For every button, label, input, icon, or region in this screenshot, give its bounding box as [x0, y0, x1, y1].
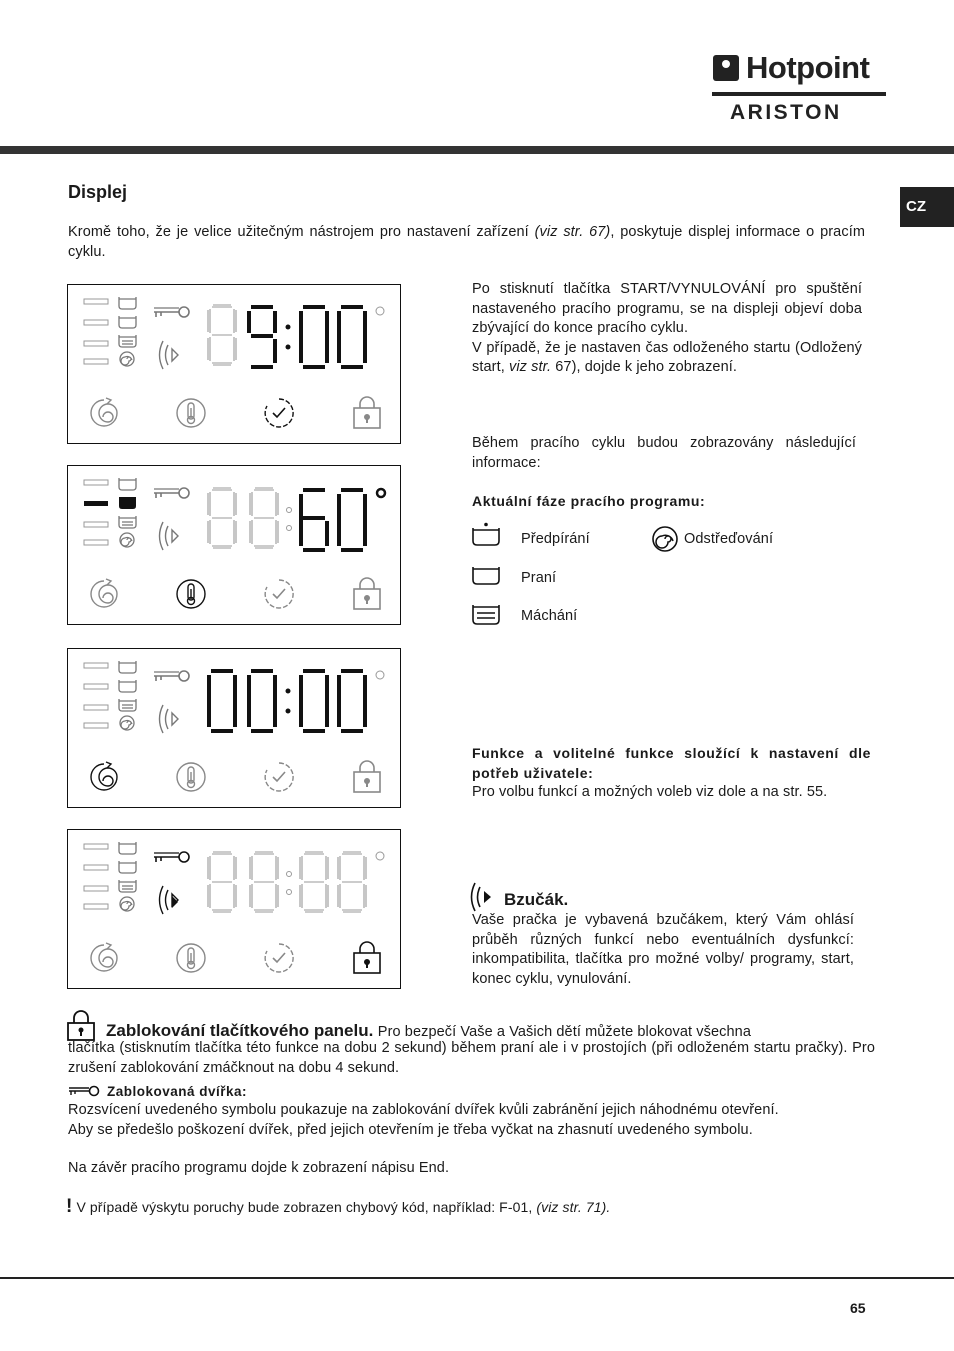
error-text: V případě výskytu poruchy bude zobrazen chybový kód, například: F-01,: [76, 1199, 537, 1215]
intro-paragraph: [68, 223, 865, 262]
display-panel-remaining-time: [67, 284, 401, 444]
cycle-info-paragraph: Během pracího cyklu budou zobrazovány následující informace:: [472, 435, 856, 471]
display-panel-spin: [67, 648, 401, 808]
warning-icon: !: [66, 1196, 73, 1217]
door-text-2: Aby se předešlo poškození dvířek, před jejich otevřením je třeba vyčkat na zhasnutí uvedeného symbolu.: [68, 1122, 753, 1138]
error-note: [66, 1197, 610, 1218]
buzzer-title: Bzučák.: [504, 890, 569, 909]
digits-88-88: [208, 852, 366, 912]
start-info-paragraph: [472, 280, 862, 378]
start-info-line2: V případě, že je nastaven čas odloženého startu (Odložený start, viz str. 67), dojde k jeho zobrazení.: [472, 339, 862, 375]
section-title: Displej: [68, 182, 128, 202]
logo-divider: [712, 92, 886, 96]
spin-icon: [651, 525, 679, 553]
page-number: 65: [850, 1300, 866, 1316]
brand-name: Hotpoint: [746, 50, 870, 85]
rinse-label: Máchání: [521, 608, 578, 624]
brand-logo: [712, 52, 887, 126]
phase-heading: Aktuální fáze pracího programu:: [472, 493, 706, 509]
end-note: Na závěr pracího programu dojde k zobrazení nápisu End.: [68, 1160, 450, 1176]
intro-text-2: , poskytuje displej informace o pracím cyklu.: [68, 224, 865, 260]
functions-heading: Funkce a volitelné funkce sloužící k nastavení dle potřeb uživatele:: [472, 745, 871, 781]
buzzer-icon: [469, 882, 497, 912]
display-panel-locks: [67, 829, 401, 989]
rinse-icon: [470, 602, 504, 628]
functions-text: Pro volbu funkcí a možných voleb viz dole a na str. 55.: [472, 784, 828, 800]
digits-00-00: [209, 671, 365, 731]
prewash-label: Předpírání: [521, 531, 590, 547]
intro-ref: (viz str. 67): [534, 224, 611, 240]
buzzer-text: Vaše pračka je vybavená bzučákem, který Vám ohlásí průběh různých funkcí nebo eventuálních dysfunkcí: inkompatibilita, tlačítka pro možné volby/ programy, start, konec cyklu, vynulování.: [472, 912, 854, 987]
language-tab: CZ: [900, 187, 954, 227]
start-info-line1: Po stisknutí tlačítka START/VYNULOVÁNÍ pro spuštění nastaveného pracího programu, se na displeji objeví doba zbývající do konce pracího cyklu.: [472, 281, 862, 336]
footer-rule: [0, 1277, 954, 1279]
padlock-icon: [66, 1010, 96, 1042]
wash-icon: [470, 564, 504, 588]
intro-text-1: Kromě toho, že je velice užitečným nástrojem pro nastavení zařízení: [68, 224, 535, 240]
wash-label: Praní: [521, 570, 557, 586]
lock-title: Zablokování tlačítkového panelu.: [106, 1021, 374, 1040]
error-ref: (viz str. 71).: [536, 1199, 611, 1215]
brand-sub: ARISTON: [730, 101, 842, 124]
door-text-1: Rozsvícení uvedeného symbolu poukazuje na zablokování dvířek kvůli zabránění jejich náhodnému otevření.: [68, 1102, 779, 1118]
spin-label: Odstřeďování: [684, 531, 774, 547]
logo-square-icon: [713, 55, 739, 81]
header-rule: [0, 146, 954, 154]
digits-9-00: [249, 307, 365, 367]
door-title: Zablokovaná dvířka:: [107, 1084, 248, 1099]
digits-60: [301, 490, 365, 550]
lock-text: tlačítka (stisknutím tlačítka této funkce na dobu 2 sekund) během praní ale i v prostojích (při odloženém startu pračky). Pro zrušení zablokování zmáčknout na dobu 4 sekund.: [68, 1040, 875, 1076]
key-icon: [68, 1084, 102, 1098]
display-panel-temperature: [67, 465, 401, 625]
prewash-icon: [470, 522, 504, 548]
lock-text-first: Pro bezpečí Vaše a Vašich dětí můžete blokovat všechna: [377, 1024, 752, 1040]
